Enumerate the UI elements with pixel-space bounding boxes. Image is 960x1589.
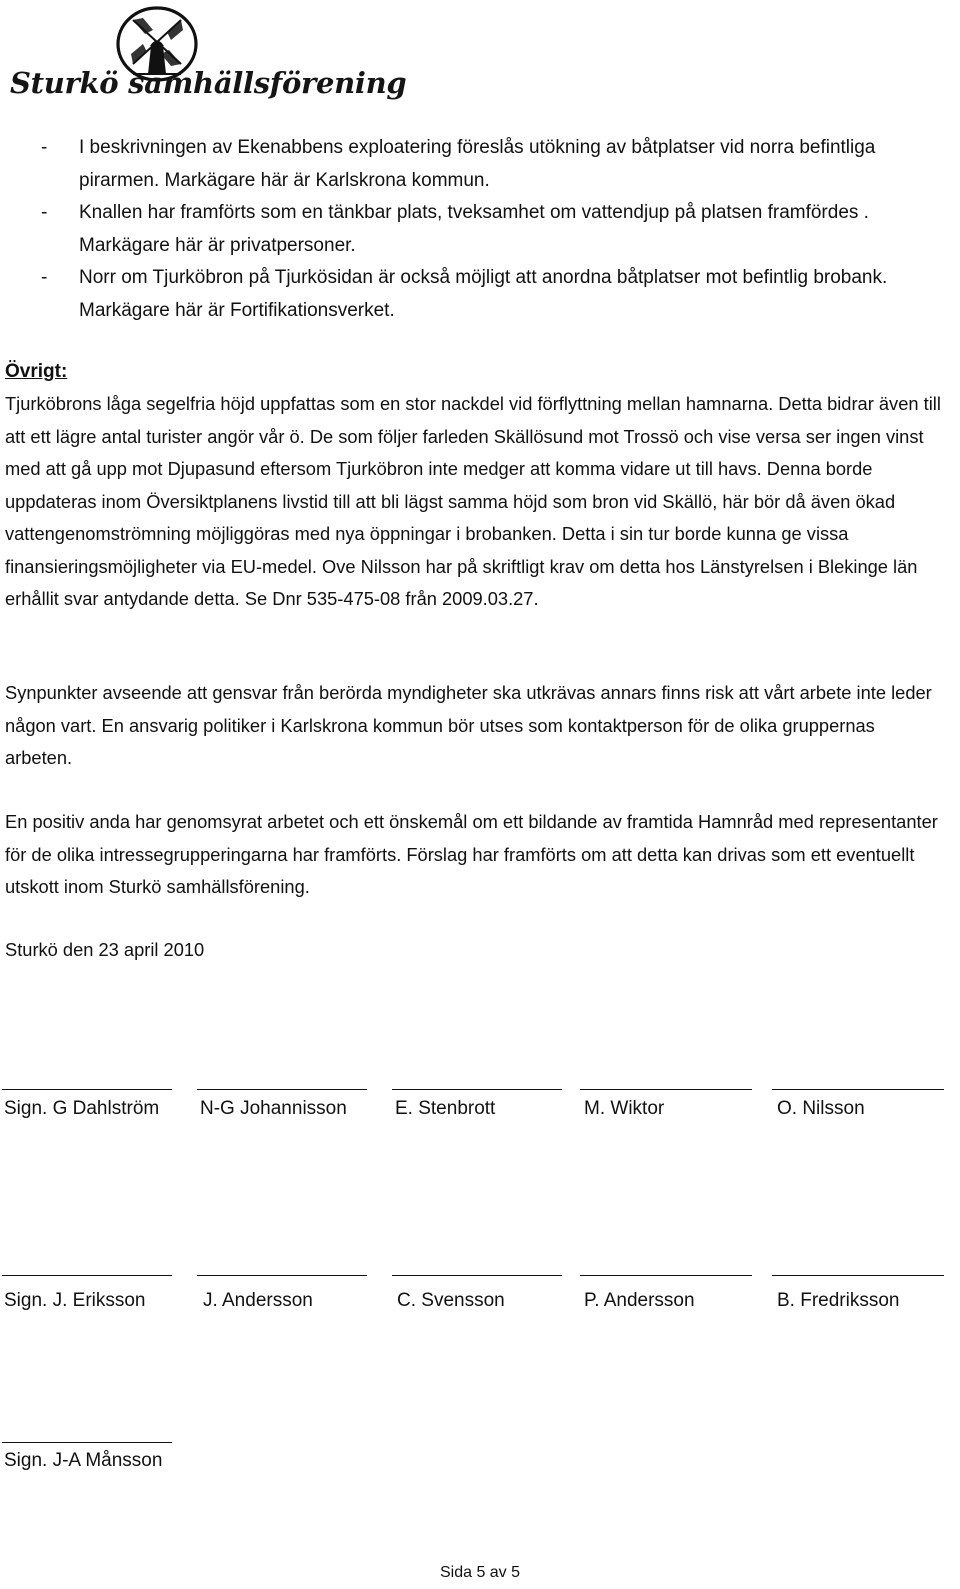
signature-line <box>392 1089 562 1090</box>
bullet-text: Knallen har framförts som en tänkbar plats, tveksamhet om vattendjup på platsen framfördes . Markägare här är privatpersoner. <box>79 202 869 256</box>
signature-name: O. Nilsson <box>777 1098 865 1119</box>
signature-line <box>580 1275 752 1276</box>
signature-line <box>392 1275 562 1276</box>
bullet-text: Norr om Tjurköbron på Tjurkösidan är också möjligt att anordna båtplatser mot befintlig brobank. Markägare här är Fortifikationsverket. <box>79 267 888 321</box>
signature-line <box>772 1089 944 1090</box>
signature-line <box>580 1089 752 1090</box>
bullet-text: I beskrivningen av Ekenabbens exploatering föreslås utökning av båtplatser vid norra befintliga pirarmen. Markägare här är Karlskrona kommun. <box>79 137 876 191</box>
signature-line <box>197 1089 367 1090</box>
signature-line <box>2 1442 172 1443</box>
paragraph: En positiv anda har genomsyrat arbetet och ett önskemål om ett bildande av framtida Hamnråd med representanter för de olika intressegrupperingarna har framförts. Förslag har framförts om att detta kan drivas som ett eventuellt utskott inom Sturkö samhällsförening. <box>5 811 938 897</box>
signature-name: Sign. G Dahlström <box>4 1098 160 1119</box>
signature-name: B. Fredriksson <box>777 1290 900 1311</box>
signature-name: Sign. J-A Månsson <box>4 1450 163 1471</box>
signature-name: E. Stenbrott <box>395 1098 496 1119</box>
logo <box>6 4 407 110</box>
bullet-dash: - <box>41 202 48 223</box>
signature-line <box>2 1089 172 1090</box>
signature-name: N-G Johannisson <box>200 1098 347 1119</box>
list-item <box>0 262 909 327</box>
section-heading: Övrigt: <box>5 361 68 382</box>
signature-line <box>772 1275 944 1276</box>
list-item <box>0 132 909 197</box>
bullet-list <box>0 132 960 327</box>
ovrigt-paragraph: Tjurköbrons låga segelfria höjd uppfattas som en stor nackdel vid förflyttning mellan hamnarna. Detta bidrar även till att ett lägre antal turister angör vår ö. De som följer farleden Skällösund mot Trossö och vise versa ser ingen vinst med att gå upp mot Djupasund eftersom Tjurköbron inte medger att komma vidare ut till havs. Denna borde uppdateras inom Översiktplanens livstid till att bli lägst samma höjd som bron vid Skällö, här bör då även ökad vattengenomströmning möjliggöras med nya öppningar i brobanken. Detta i sin tur borde kunna ge vissa finansieringsmöjligheter via EU-medel. Ove Nilsson har på skriftligt krav om detta hos Länstyrelsen i Blekinge län erhållit svar antydande detta. Se Dnr 535-475-08 från 2009.03.27. <box>5 393 941 609</box>
bullet-dash: - <box>41 137 48 158</box>
page-number: Sida 5 av 5 <box>439 1564 521 1581</box>
paragraph: Synpunkter avseende att gensvar från berörda myndigheter ska utkrävas annars finns risk att vårt arbete inte leder någon vart. En ansvarig politiker i Karlskrona kommun bör utses som kontaktperson för de olika gruppernas arbeten. <box>5 682 932 768</box>
signature-name: C. Svensson <box>397 1290 505 1311</box>
signature-line <box>197 1275 367 1276</box>
logo-wordmark: Sturkö samhällsförening <box>10 66 407 100</box>
bullet-dash: - <box>41 267 48 288</box>
list-item <box>0 197 909 262</box>
signature-name: P. Andersson <box>584 1290 695 1311</box>
signature-name: J. Andersson <box>203 1290 313 1311</box>
signature-line <box>2 1275 172 1276</box>
signature-name: M. Wiktor <box>584 1098 665 1119</box>
signature-name: Sign. J. Eriksson <box>4 1290 146 1311</box>
date-line: Sturkö den 23 april 2010 <box>5 939 205 960</box>
